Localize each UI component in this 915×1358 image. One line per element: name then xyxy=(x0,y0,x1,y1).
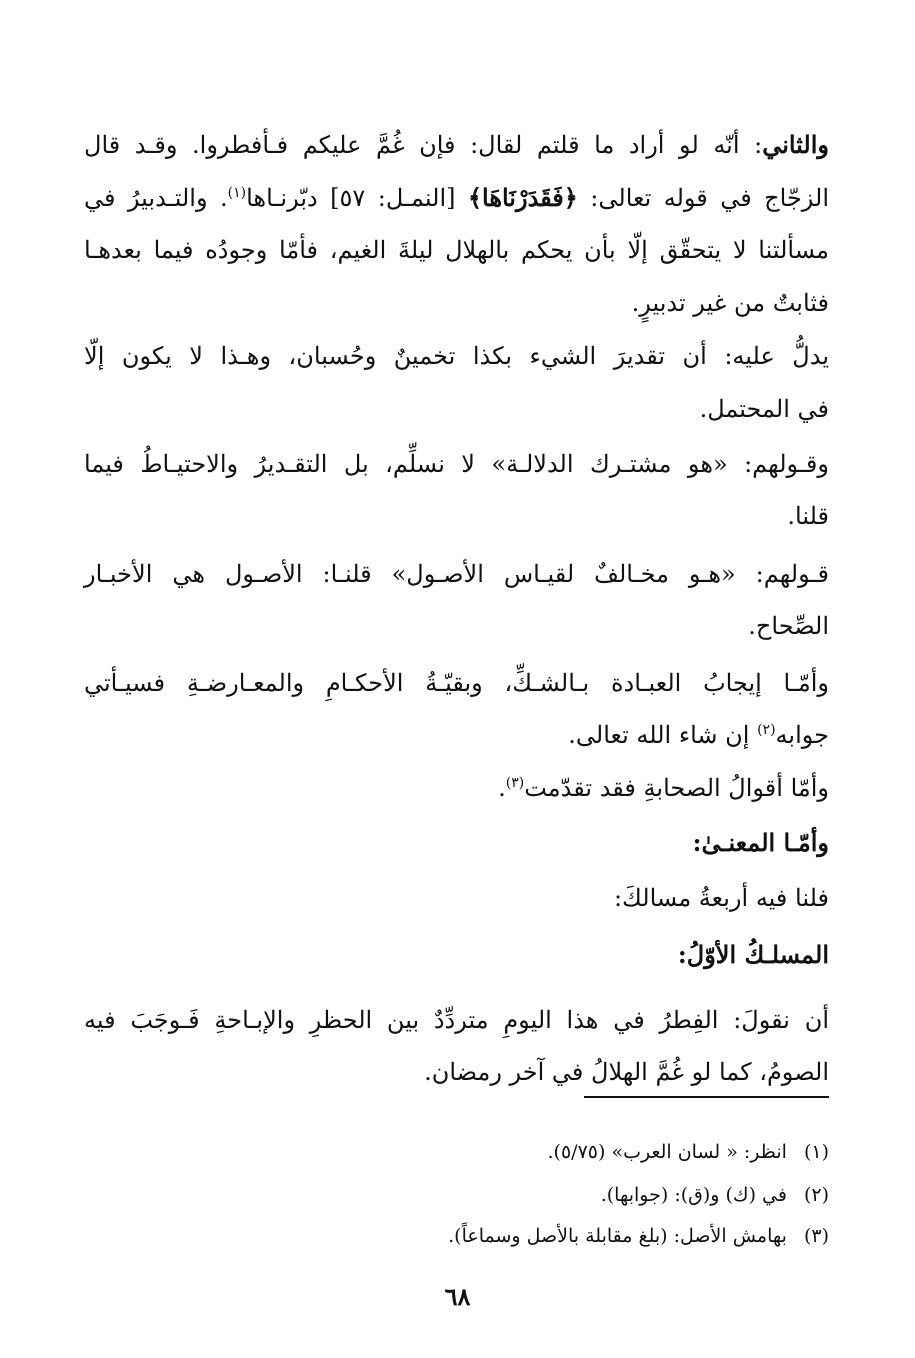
paragraph-1-line-1 xyxy=(84,118,829,172)
footnote-number: (١) xyxy=(803,1141,829,1163)
page-number: ٦٨ xyxy=(444,1282,471,1311)
paragraph-4-line-1 xyxy=(84,548,829,601)
paragraph-8-line-2 xyxy=(84,1046,829,1099)
paragraph-text: [النمـل: ٥٧] دبّرنـاها xyxy=(246,184,468,212)
paragraph-text: . والتـدبيرُ في xyxy=(84,184,228,212)
paragraph-text: يدلُّ عليه: أن تقديرَ الشيء بكذا تخمينٌ وحُسبان، وهـذا لا يكون إلّا xyxy=(84,342,829,370)
paragraph-5-line-1 xyxy=(84,657,829,710)
paragraph-2-line-1 xyxy=(84,330,829,383)
paragraph-text: وأمّـا إيجابُ العبـادة بـالشـكِّ، وبقيّـةُ الأحكـامِ والمعـارضـةِ فسيـأتي xyxy=(84,669,829,697)
paragraph-2-line-2 xyxy=(84,383,829,436)
paragraph-text: إن شاء الله تعالى. xyxy=(568,721,758,749)
footnote-1 xyxy=(84,1136,829,1168)
footnote-number: (٢) xyxy=(803,1184,829,1206)
paragraph-text: الصِّحاح. xyxy=(748,612,829,640)
paragraph-text: فثابتٌ من غير تدبيرٍ. xyxy=(631,289,829,317)
footnote-3 xyxy=(84,1220,829,1252)
paragraph-text: وأمّا أقوالُ الصحابةِ فقد تقدّمت xyxy=(524,774,829,802)
paragraph-3-line-1 xyxy=(84,438,829,491)
footnote-text: في (ك) و(ق): (جوابها). xyxy=(600,1184,787,1206)
footnote-text: بهامش الأصل: (بلغ مقابلة بالأصل وسماعاً). xyxy=(448,1225,787,1247)
footnote-marker: (٣) xyxy=(505,775,525,791)
section-heading: المسلـكُ الأوّلُ: xyxy=(677,940,829,969)
paragraph-1-line-4 xyxy=(84,277,829,330)
paragraph-text: وقـولهم: «هو مشتـرك الدلالـة» لا نسلِّم، بل التقـديرُ والاحتيـاطُ فيما xyxy=(84,450,829,478)
paragraph-text: جوابه xyxy=(775,721,829,749)
paragraph-1-line-3 xyxy=(84,224,829,277)
paragraph-3-line-2 xyxy=(84,490,829,543)
paragraph-text: قـولهم: «هـو مخـالفٌ لقيـاس الأصـول» قلنـا: الأصـول هي الأخبـار xyxy=(84,560,829,588)
paragraph-text: مسألتنا لا يتحقّق إلّا بأن يحكم بالهلال ليلةَ الغيم، فأمّا وجودُه فيما بعدهـا xyxy=(84,236,829,264)
paragraph-8-line-1 xyxy=(84,994,829,1047)
footnote-text: انظر: « لسان العرب» (٥/٧٥). xyxy=(547,1141,787,1163)
footnote-marker: (٢) xyxy=(757,722,776,738)
paragraph-7: فلنا فيه أربعةُ مسالكَ: xyxy=(613,884,829,912)
paragraph-text: الصومُ، كما لو غُمَّ الهلالُ في آخر رمضان. xyxy=(424,1058,829,1086)
paragraph-4-line-2 xyxy=(84,600,829,653)
quran-quote: ﴿فَقَدَرْنَاهَا﴾ xyxy=(467,183,578,212)
paragraph-text: الزجّاج في قوله تعالى: xyxy=(577,184,830,212)
paragraph-5-line-2 xyxy=(84,709,829,762)
paragraph-text: . xyxy=(498,774,506,802)
footnote-number: (٣) xyxy=(803,1225,829,1247)
paragraph-lead-term: والثاني xyxy=(762,130,829,159)
footnote-divider xyxy=(584,1096,829,1098)
paragraph-text: : أنّه لو أراد ما قلتم لقال: فإن غُمَّ عليكم فـأفطروا. وقـد قال xyxy=(84,131,763,159)
paragraph-text: في المحتمل. xyxy=(699,395,829,423)
paragraph-text: أن نقولَ: الفِطرُ في هذا اليومِ متردِّدٌ بين الحظرِ والإبـاحةِ فَـوجَبَ فيه xyxy=(84,1006,830,1034)
section-heading: وأمّـا المعنـىٰ: xyxy=(692,828,829,857)
footnote-marker: (١) xyxy=(227,185,247,201)
paragraph-6 xyxy=(84,762,829,815)
paragraph-1-line-2 xyxy=(84,171,829,225)
footnote-2 xyxy=(84,1179,829,1211)
paragraph-text: قلنا. xyxy=(787,502,829,530)
